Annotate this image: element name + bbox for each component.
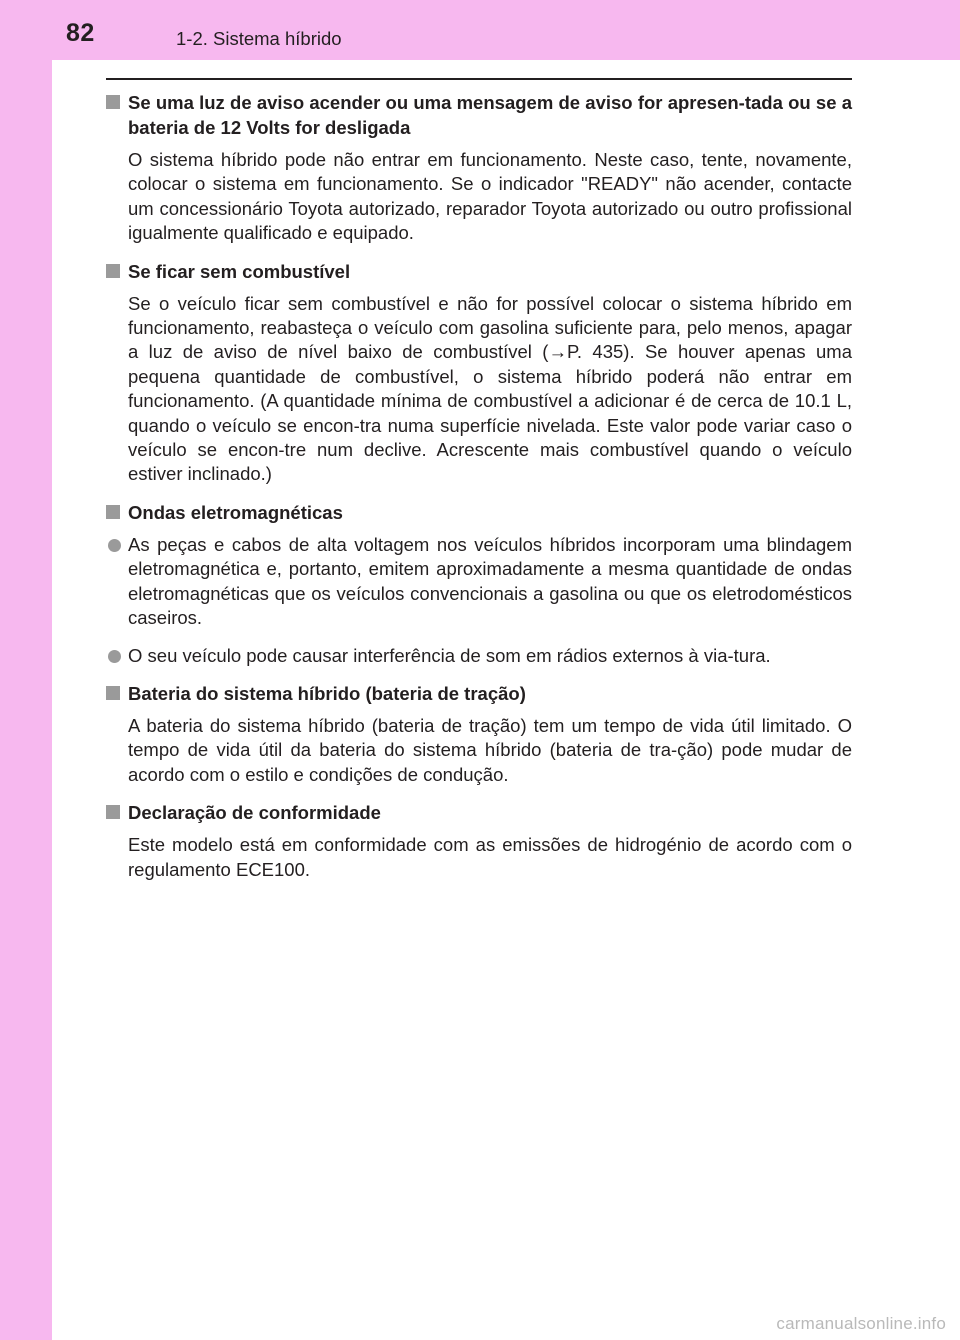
watermark-text: carmanualsonline.info	[776, 1314, 946, 1333]
section-hybrid-battery	[106, 681, 852, 787]
section-heading-text: Declaração de conformidade	[128, 802, 381, 824]
square-icon	[106, 805, 120, 819]
section-body: Este modelo está em conformidade com as emissões de hidrogénio de acordo com o regulamento ECE100.	[128, 834, 852, 880]
section-body: A bateria do sistema híbrido (bateria de tração) tem um tempo de vida útil limitado. O tempo de vida útil da bateria do sistema híbrido (bateria de tra-ção) pode mudar de acordo com o estilo e condições de condução.	[128, 714, 852, 785]
section-heading	[106, 800, 852, 825]
square-icon	[106, 264, 120, 278]
section-heading	[106, 500, 852, 525]
bullet-text: As peças e cabos de alta voltagem nos veículos híbridos incorporam uma blindagem eletromagnética e, portanto, emitem aproximadamente a mesma quantidade de ondas eletromagnéticas que os veículos convencionais a gasolina ou que os eletrodomésticos caseiros.	[128, 533, 852, 629]
header-divider	[106, 78, 852, 80]
section-warning-light	[106, 90, 852, 246]
section-heading-text: Ondas eletromagnéticas	[128, 501, 343, 523]
section-conformity	[106, 800, 852, 882]
square-icon	[106, 505, 120, 519]
section-title: 1-2. Sistema híbrido	[176, 28, 342, 49]
section-heading-text: Se uma luz de aviso acender ou uma mensagem de aviso for apresen-tada ou se a bateria de 12 Volts for desligada	[128, 92, 852, 138]
section-heading-text: Se ficar sem combustível	[128, 260, 351, 282]
section-heading	[106, 681, 852, 706]
square-icon	[106, 95, 120, 109]
bullet-text: O seu veículo pode causar interferência de som em rádios externos à via-tura.	[128, 644, 771, 666]
dot-icon	[108, 539, 121, 552]
page-number: 82	[66, 19, 95, 47]
section-heading-text: Bateria do sistema híbrido (bateria de tração)	[128, 682, 526, 704]
bullet-item	[106, 533, 852, 631]
section-heading	[106, 259, 852, 284]
section-body: Se o veículo ficar sem combustível e não for possível colocar o sistema híbrido em funcionamento, reabasteça o veículo com gasolina suficiente para, pelo menos, apagar a luz de aviso de nível baixo de combustível (→P. 435). Se houver apenas uma pequena quantidade de combustível, o sistema híbrido poderá não entrar em funcionamento. (A quantidade mínima de combustível a adicionar é de cerca de 10.1 L, quando o veículo se encon-tra numa superfície nivelada. Este valor pode variar caso o veículo se encon-tre num declive. Acrescente mais combustível quando o veículo estiver inclinado.)	[128, 292, 852, 485]
dot-icon	[108, 650, 121, 663]
section-heading	[106, 90, 852, 140]
page-content	[106, 90, 852, 895]
bullet-item	[106, 644, 852, 668]
side-tab	[0, 0, 52, 1340]
square-icon	[106, 686, 120, 700]
section-electromagnetic-waves	[106, 500, 852, 668]
section-out-of-fuel	[106, 259, 852, 487]
section-body: O sistema híbrido pode não entrar em funcionamento. Neste caso, tente, novamente, colocar o sistema em funcionamento. Se o indicador "READY" não acender, contacte um concessionário Toyota autorizado, reparador Toyota autorizado ou outro profissional igualmente qualificado e equipado.	[128, 149, 852, 244]
